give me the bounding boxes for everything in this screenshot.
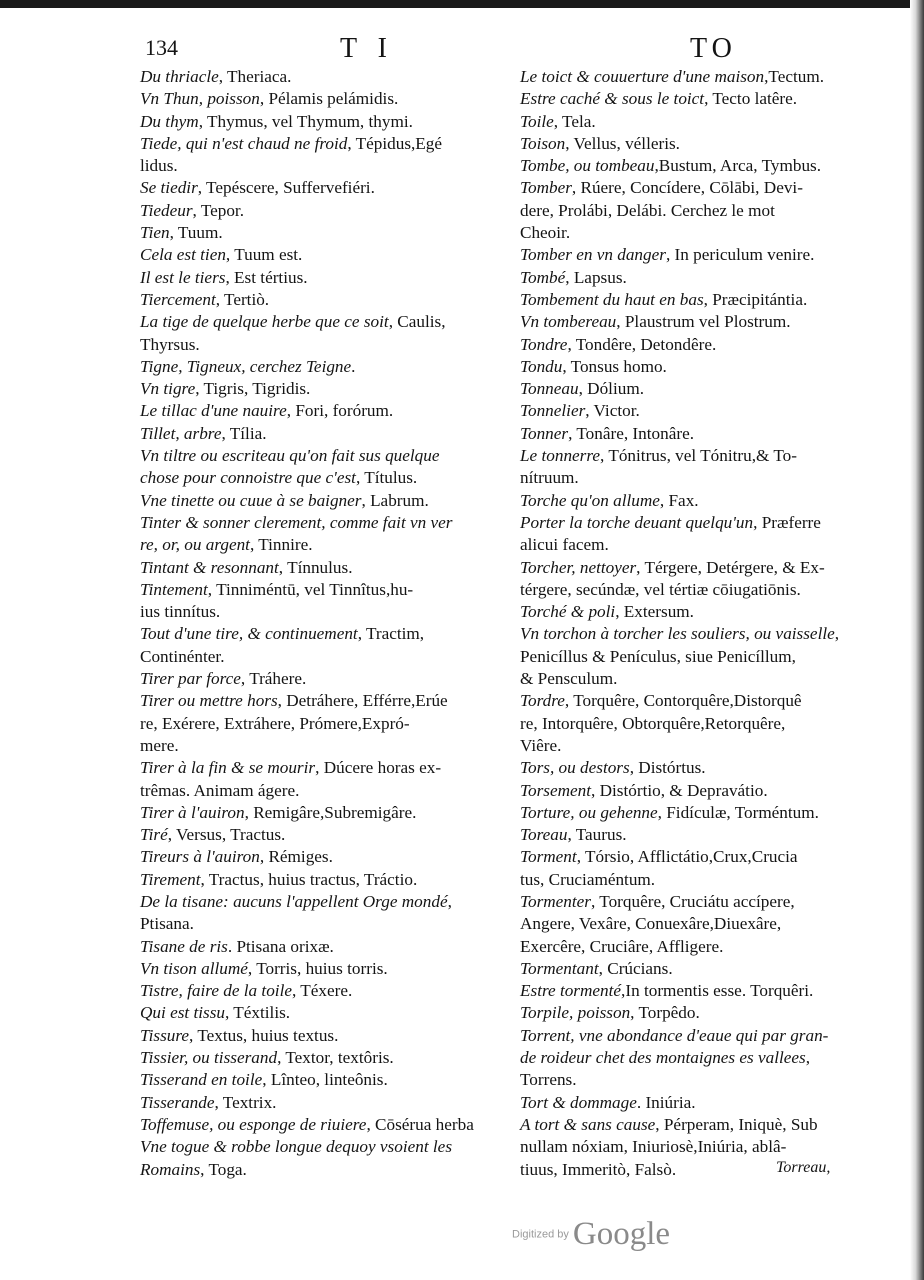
dictionary-entry: [520, 378, 855, 400]
entry-definition: , Cōsérua herba: [366, 1114, 474, 1134]
entry-headword: Tonneau: [520, 379, 579, 399]
running-head-right: TO: [690, 33, 737, 64]
dictionary-entry: [140, 311, 508, 356]
entry-headword: Toffemuse, ou esponge de riuiere: [140, 1114, 367, 1134]
entry-headword: Vne togue & robbe longue dequoy vsoient les Romains: [140, 1137, 453, 1179]
entry-headword: Torcher, nettoyer: [520, 557, 637, 577]
running-head-left: T I: [340, 33, 394, 64]
entry-headword: Tisserand en toile: [140, 1070, 263, 1090]
entry-headword: Tien: [140, 223, 170, 243]
entry-definition: , Dúcere horas ex- trêmas. Animam ágere.: [140, 758, 442, 800]
entry-headword: Vn tison allumé: [140, 958, 248, 978]
entry-definition: , Taurus.: [567, 825, 627, 845]
entry-definition: , Toga.: [200, 1159, 247, 1179]
entry-definition: , Térgere, Detérgere, & Ex- térgere, secúndæ, vel tértiæ cōiugatiōnis.: [520, 557, 825, 599]
entry-definition: , Tinniméntū, vel Tinnîtus,hu- ius tinnítus.: [140, 579, 414, 622]
entry-headword: Tillet, arbre: [140, 423, 222, 443]
entry-definition: , Torrens.: [520, 1048, 811, 1090]
entry-definition: , Tela.: [553, 111, 596, 131]
entry-definition: , Rémiges.: [259, 847, 333, 867]
dictionary-entry: [140, 66, 508, 88]
dictionary-entry: [520, 601, 855, 623]
entry-definition: , Rúere, Concídere, Cōlābi, Devi- dere, Prolábi, Delábi. Cerchez le mot Cheoir.: [520, 178, 803, 243]
entry-definition: , Est tértius.: [225, 267, 308, 287]
dictionary-entry: [520, 88, 855, 110]
dictionary-entry: [140, 1025, 508, 1047]
entry-headword: Le tonnerre: [520, 446, 601, 466]
entry-headword: Vn torchon à torcher les souliers, ou vaisselle: [520, 624, 835, 644]
entry-definition: , Versus, Tractus.: [167, 825, 286, 845]
entry-headword: Tiré: [140, 825, 168, 845]
entry-definition: .: [351, 356, 356, 376]
entry-headword: Vn Thun, poisson: [140, 89, 260, 109]
dictionary-entry: [520, 244, 855, 266]
entry-headword: Toreau: [520, 825, 568, 845]
dictionary-entry: [140, 1047, 508, 1069]
entry-headword: Porter la torche deuant quelqu'un: [520, 512, 754, 532]
entry-headword: Qui est tissu: [140, 1003, 225, 1023]
entry-definition: , Tondêre, Detondêre.: [567, 334, 717, 354]
entry-definition: , Tonsus homo.: [562, 356, 667, 376]
entry-headword: Tisane de ris: [140, 936, 228, 956]
dictionary-entry: [140, 133, 508, 178]
dictionary-entry: [140, 111, 508, 133]
entry-definition: , Tinnire.: [249, 535, 313, 555]
entry-headword: Tirer ou mettre hors: [140, 691, 278, 711]
entry-headword: De la tisane: aucuns l'appellent Orge mondé: [140, 891, 448, 911]
entry-definition: , Tónitrus, vel Tónitru,& To- nítruum.: [520, 446, 797, 488]
entry-headword: Tirer à la fin & se mourir: [140, 758, 316, 778]
entry-headword: Torment: [520, 847, 577, 867]
entry-definition: , Títulus.: [355, 468, 418, 488]
entry-headword: Tomber: [520, 178, 572, 198]
dictionary-entry: [140, 980, 508, 1002]
entry-headword: Tomber en vn danger: [520, 245, 666, 265]
scan-top-edge: [0, 0, 924, 8]
entry-definition: , Victor.: [585, 401, 640, 421]
dictionary-entry: [140, 423, 508, 445]
entry-definition: , Dólium.: [578, 379, 644, 399]
entry-headword: Du thriacle: [140, 67, 219, 86]
entry-definition: , Torquêre, Contorquêre,Distorquê re, Intorquêre, Obtorquêre,Retorquêre, Viêre.: [520, 691, 802, 755]
entry-headword: Tondu: [520, 356, 563, 376]
dictionary-entry: [520, 1092, 855, 1114]
entry-headword: Tordre: [520, 691, 565, 711]
entry-definition: , Pérperam, Iniquè, Sub nullam nóxiam, Iniuriosè,Iniúria, ablâ- tiuus, Immeritò, Falsò.: [520, 1114, 818, 1179]
entry-headword: Tintant & resonnant: [140, 557, 279, 577]
entry-definition: , Téxtilis.: [225, 1003, 291, 1023]
entry-headword: Tort & dommage: [520, 1092, 637, 1112]
dictionary-entry: [140, 1136, 508, 1181]
entry-headword: Tinter & sonner clerement, comme fait vn ver re, or, ou argent: [140, 512, 453, 555]
entry-definition: , Tépidus,Egé lidus.: [140, 133, 443, 176]
right-column: [520, 66, 855, 1181]
dictionary-entry: [520, 356, 855, 378]
entry-definition: , Textus, huius textus.: [189, 1025, 339, 1045]
entry-definition: , Ptisana.: [140, 891, 452, 934]
dictionary-entry: [520, 66, 855, 88]
dictionary-entry: [140, 690, 508, 757]
entry-headword: Cela est tien: [140, 245, 226, 265]
dictionary-entry: [520, 824, 855, 846]
entry-definition: , Labrum.: [361, 490, 429, 510]
entry-definition: , Penicíllus & Penículus, siue Penicíllum, & Pensculum.: [520, 624, 840, 689]
entry-definition: , Tuum est.: [225, 245, 303, 265]
entry-headword: Tormenter: [520, 891, 591, 911]
entry-headword: Vn tigre: [140, 379, 196, 399]
entry-headword: La tige de quelque herbe que ce soit: [140, 312, 389, 332]
entry-headword: Le toict & couuerture d'une maison: [520, 67, 765, 86]
entry-definition: , Vellus, vélleris.: [565, 133, 680, 153]
dictionary-entry: [520, 690, 855, 757]
entry-headword: Toile: [520, 111, 554, 131]
dictionary-entry: [520, 780, 855, 802]
dictionary-entry: [520, 958, 855, 980]
entry-definition: , Tractus, huius tractus, Tráctio.: [200, 869, 418, 889]
page-header: [0, 33, 924, 63]
entry-definition: , In periculum venire.: [665, 245, 815, 265]
dictionary-entry: [140, 1069, 508, 1091]
dictionary-entry: [520, 490, 855, 512]
entry-headword: Tireurs à l'auiron: [140, 847, 260, 867]
dictionary-entry: [520, 757, 855, 779]
entry-definition: , Thymus, vel Thymum, thymi.: [198, 111, 413, 131]
entry-definition: , Textrix.: [214, 1092, 277, 1112]
dictionary-entry: [140, 512, 508, 557]
entry-headword: Tirer par force: [140, 669, 241, 689]
entry-definition: , Distórtio, & Depravátio.: [591, 780, 768, 800]
entry-definition: , Tigris, Tigridis.: [195, 379, 311, 399]
entry-headword: Se tiedir: [140, 178, 198, 198]
dictionary-entry: [140, 824, 508, 846]
dictionary-entry: [140, 802, 508, 824]
dictionary-entry: [520, 400, 855, 422]
entry-definition: , Tepéscere, Suffervefiéri.: [197, 178, 375, 198]
dictionary-entry: [140, 400, 508, 422]
dictionary-entry: [140, 869, 508, 891]
entry-headword: Torture, ou gehenne: [520, 802, 658, 822]
dictionary-entry: [140, 289, 508, 311]
dictionary-entry: [140, 244, 508, 266]
entry-headword: Torrent, vne abondance d'eaue qui par gran- de roideur chet des montaignes es vallees: [520, 1025, 829, 1068]
entry-headword: Vn tiltre ou escriteau qu'on fait sus quelque chose pour connoistre que c'est: [140, 446, 440, 488]
entry-definition: , Tínnulus.: [278, 557, 353, 577]
entry-definition: , Fax.: [659, 490, 699, 510]
dictionary-entry: [140, 1002, 508, 1024]
digitized-by-google-watermark: [512, 1216, 712, 1256]
entry-definition: . Ptisana orixæ.: [227, 936, 334, 956]
dictionary-entry: [520, 423, 855, 445]
dictionary-entry: [520, 445, 855, 490]
dictionary-entry: [140, 579, 508, 624]
entry-headword: Tintement: [140, 579, 208, 599]
entry-headword: Vne tinette ou cuue à se baigner: [140, 490, 362, 510]
dictionary-entry: [140, 757, 508, 802]
entry-definition: . Iniúria.: [636, 1092, 696, 1112]
entry-headword: Estre tormenté: [520, 981, 622, 1001]
entry-definition: , Tertiò.: [215, 289, 270, 309]
entry-headword: Toison: [520, 133, 566, 153]
entry-definition: , Torquêre, Cruciátu accípere, Angere, Vexâre, Conuexâre,Diuexâre, Exercêre, Cruciâre, Affligere.: [520, 891, 795, 956]
entry-definition: , Lapsus.: [565, 267, 627, 287]
entry-definition: , Theriaca.: [218, 67, 292, 86]
dictionary-entry: [140, 88, 508, 110]
entry-definition: , Tuum.: [169, 223, 223, 243]
entry-headword: Tirer à l'auiron: [140, 802, 245, 822]
dictionary-entry: [520, 111, 855, 133]
entry-definition: , Tractim, Continénter.: [140, 624, 425, 666]
entry-definition: , Téxere.: [291, 981, 353, 1001]
dictionary-entry: [140, 936, 508, 958]
entry-definition: , Lînteo, linteônis.: [262, 1070, 388, 1090]
dictionary-entry: [520, 1025, 855, 1092]
dictionary-entry: [520, 802, 855, 824]
entry-definition: , Remigâre,Subremigâre.: [244, 802, 417, 822]
entry-headword: Tissier, ou tisserand: [140, 1048, 278, 1068]
entry-definition: , Plaustrum vel Plostrum.: [616, 312, 791, 332]
dictionary-entry: [520, 267, 855, 289]
entry-definition: , Distórtus.: [629, 758, 706, 778]
dictionary-entry: [140, 1114, 508, 1136]
entry-definition: , Tília.: [221, 423, 267, 443]
dictionary-entry: [140, 1092, 508, 1114]
dictionary-entry: [520, 891, 855, 958]
entry-definition: , Tecto latêre.: [704, 89, 798, 109]
entry-headword: Tisserande: [140, 1092, 215, 1112]
dictionary-entry: [140, 222, 508, 244]
dictionary-entry: [520, 1002, 855, 1024]
entry-definition: ,In tormentis esse. Torquêri.: [621, 981, 814, 1001]
entry-definition: , Textor, textôris.: [277, 1048, 394, 1068]
dictionary-entry: [520, 177, 855, 244]
entry-definition: , Tonâre, Intonâre.: [568, 423, 694, 443]
google-logo: Google: [572, 1216, 671, 1252]
entry-definition: , Caulis, Thyrsus.: [140, 312, 446, 354]
entry-definition: , Torris, huius torris.: [247, 958, 388, 978]
dictionary-entry: [140, 200, 508, 222]
entry-headword: Tiedeur: [140, 200, 193, 220]
entry-headword: Tiede, qui n'est chaud ne froid: [140, 133, 348, 153]
entry-headword: Tombé: [520, 267, 566, 287]
entry-headword: Tigne, Tigneux, cerchez Teigne: [140, 356, 352, 376]
entry-definition: , Fori, forórum.: [286, 401, 394, 421]
dictionary-entry: [140, 958, 508, 980]
entry-headword: Tirement: [140, 869, 201, 889]
entry-headword: Tistre, faire de la toile: [140, 981, 292, 1001]
entry-headword: Torsement: [520, 780, 591, 800]
entry-headword: Tondre: [520, 334, 568, 354]
dictionary-entry: [520, 980, 855, 1002]
entry-headword: Tonnelier: [520, 401, 586, 421]
entry-headword: Du thym: [140, 111, 199, 131]
page-number: 134: [145, 35, 178, 60]
entry-headword: Torché & poli: [520, 602, 616, 622]
entry-headword: Torche qu'on allume: [520, 490, 660, 510]
dictionary-entry: [140, 846, 508, 868]
dictionary-entry: [520, 557, 855, 602]
dictionary-entry: [520, 334, 855, 356]
entry-definition: ,Tectum.: [764, 67, 824, 86]
left-column: [140, 66, 508, 1181]
dictionary-entry: [140, 445, 508, 490]
entry-definition: , Pélamis pelámidis.: [259, 89, 399, 109]
dictionary-entry: [140, 891, 508, 936]
entry-headword: Tormentant: [520, 958, 599, 978]
catchword: Torreau,: [776, 1159, 831, 1176]
entry-headword: A tort & sans cause: [520, 1114, 656, 1134]
entry-headword: Tiercement: [140, 289, 216, 309]
entry-definition: , Torpêdo.: [630, 1003, 700, 1023]
entry-headword: Tombement du haut en bas: [520, 289, 704, 309]
dictionary-entry: [140, 557, 508, 579]
dictionary-entry: [520, 289, 855, 311]
entry-headword: Le tillac d'une nauire: [140, 401, 287, 421]
entry-definition: , Tráhere.: [240, 669, 307, 689]
entry-headword: Tissure: [140, 1025, 190, 1045]
entry-headword: Tout d'une tire, & continuement: [140, 624, 358, 644]
dictionary-entry: [140, 623, 508, 668]
dictionary-entry: [140, 177, 508, 199]
entry-definition: , Extersum.: [615, 602, 694, 622]
entry-headword: Tombe, ou tombeau: [520, 156, 655, 176]
dictionary-entry: [520, 155, 855, 177]
entry-definition: , Tepor.: [192, 200, 244, 220]
entry-definition: ,Bustum, Arca, Tymbus.: [654, 156, 822, 176]
entry-definition: , Crúcians.: [598, 958, 673, 978]
entry-definition: , Fidículæ, Torméntum.: [657, 802, 819, 822]
digitized-label: Digitized by: [512, 1228, 569, 1241]
entry-headword: Vn tombereau: [520, 312, 617, 332]
dictionary-entry: [520, 311, 855, 333]
entry-headword: Il est le tiers: [140, 267, 226, 287]
dictionary-entry: [520, 623, 855, 690]
entry-definition: , Detráhere, Efférre,Erúe re, Exérere, Extráhere, Prómere,Expró- mere.: [140, 691, 448, 755]
dictionary-entry: [520, 512, 855, 557]
entry-definition: , Præcipitántia.: [703, 289, 808, 309]
entry-headword: Tonner: [520, 423, 569, 443]
dictionary-entry: [140, 668, 508, 690]
entry-headword: Torpile, poisson: [520, 1003, 631, 1023]
entry-definition: , Præferre alicui facem.: [520, 512, 821, 555]
dictionary-entry: [520, 133, 855, 155]
dictionary-entry: [140, 490, 508, 512]
entry-headword: Estre caché & sous le toict: [520, 89, 705, 109]
dictionary-entry: [140, 356, 508, 378]
dictionary-entry: [140, 267, 508, 289]
entry-headword: Tors, ou destors: [520, 758, 630, 778]
scan-right-edge: [910, 0, 924, 1280]
entry-definition: , Tórsio, Afflictátio,Crux,Crucia tus, Cruciaméntum.: [520, 847, 798, 889]
dictionary-entry: [140, 378, 508, 400]
dictionary-entry: [520, 846, 855, 891]
